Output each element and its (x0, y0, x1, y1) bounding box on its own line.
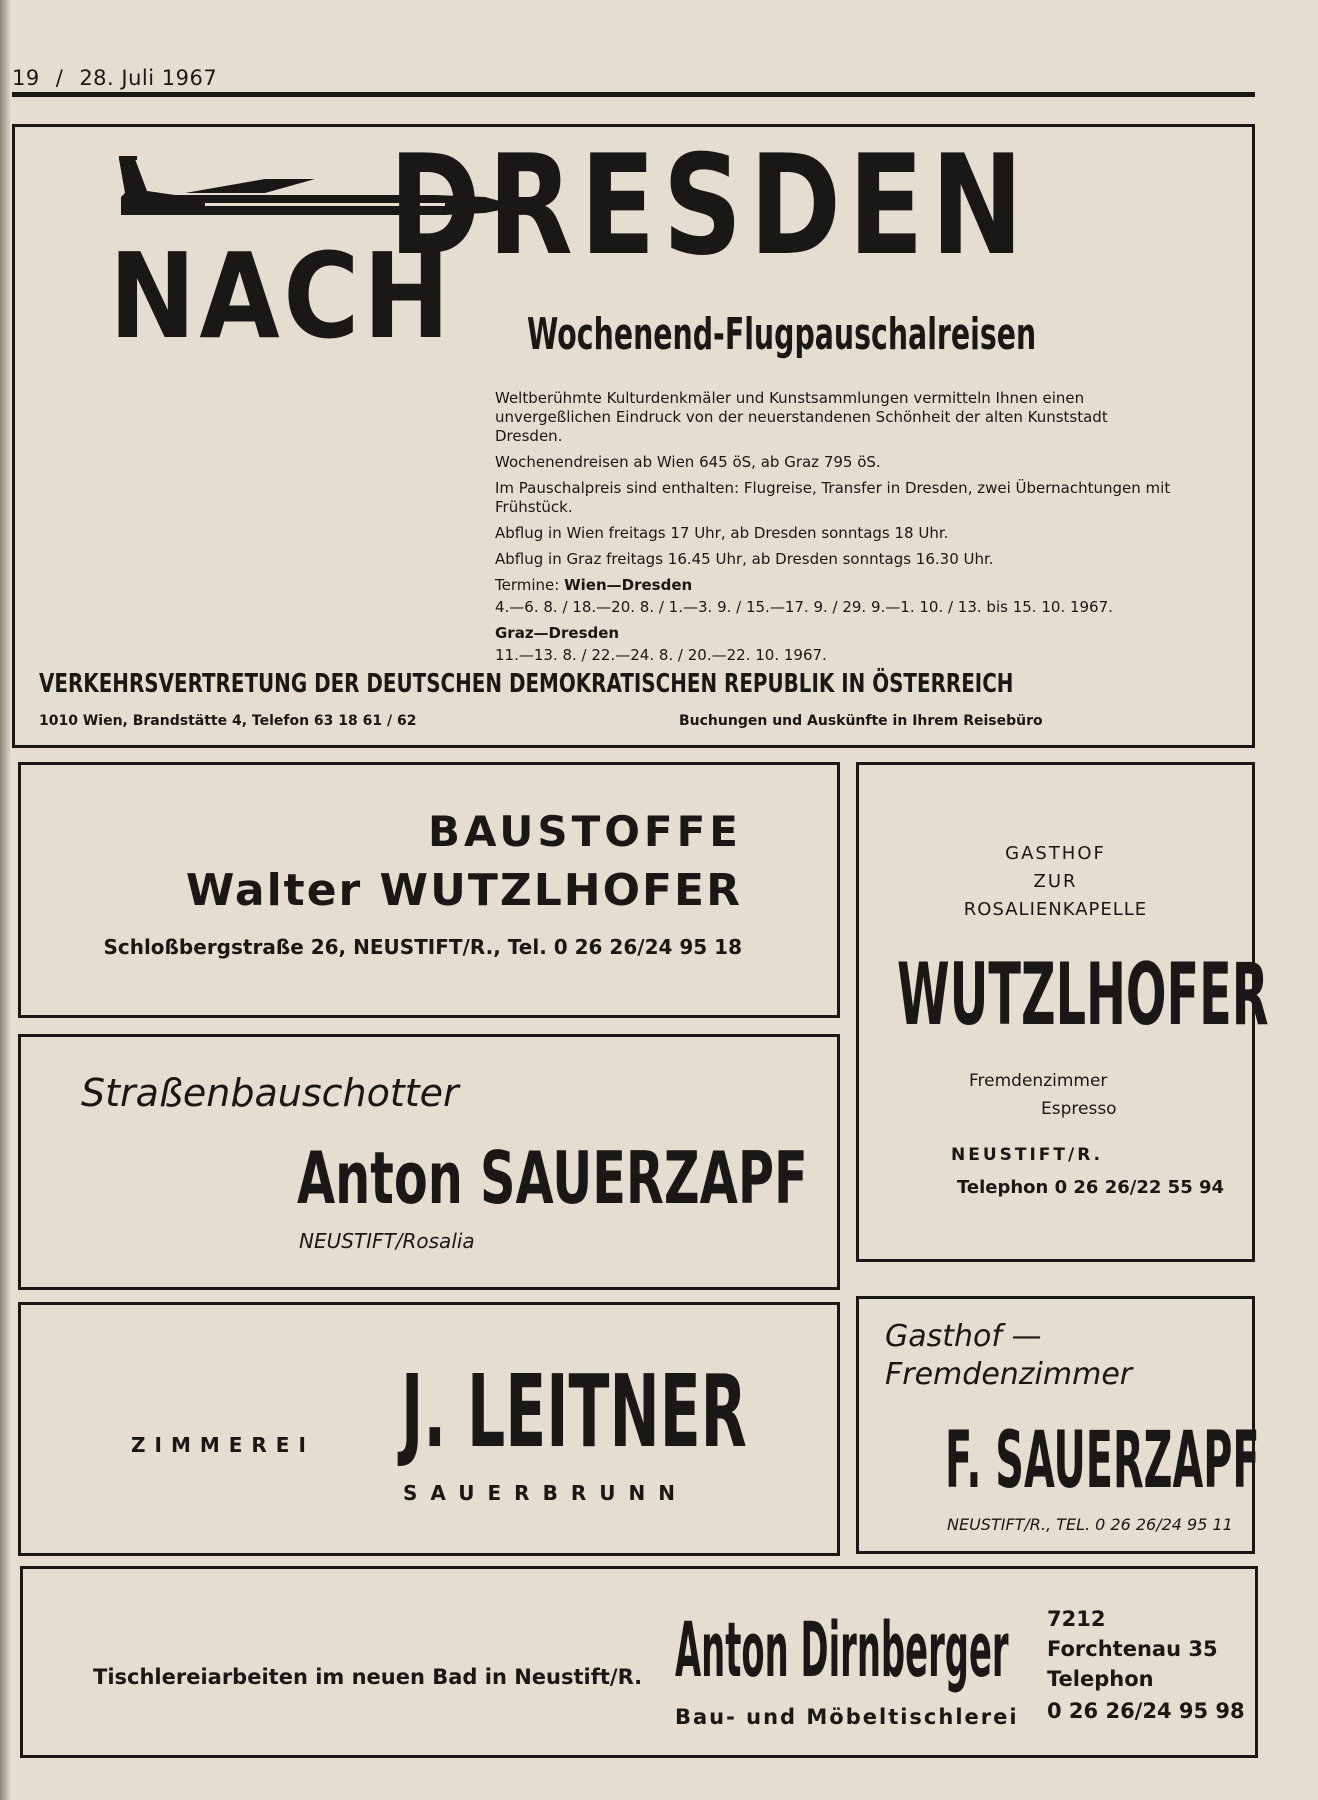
gasthof-service: Espresso (1041, 1099, 1117, 1119)
schotter-place: NEUSTIFT/Rosalia (299, 1229, 475, 1253)
fsauerzapf-ad (856, 1296, 1260, 1554)
page-number: 19 (12, 66, 40, 90)
dresden-paragraph: Abflug in Wien freitags 17 Uhr, ab Dresden sonntags 18 Uhr. (495, 524, 949, 542)
nach-headline: NACH (109, 227, 454, 365)
page-header (12, 66, 217, 90)
schotter-title: Straßenbauschotter (81, 1071, 459, 1115)
gasthof-line: ROSALIENKAPELLE (963, 899, 1148, 920)
gasthof-phone: Telephon 0 26 26/22 55 94 (957, 1177, 1225, 1198)
fsauerzapf-name: F. SAUERZAPF (945, 1416, 1260, 1506)
termine-dates: 4.—6. 8. / 18.—20. 8. / 1.—3. 9. / 15.—17. 9. / 29. 9.—1. 10. / 13. bis 15. 10. 1967. (495, 598, 1113, 616)
gasthof-name: WUTZLHOFER (897, 945, 1269, 1045)
fsauerzapf-line: Gasthof — (885, 1319, 1042, 1354)
leitner-place: SAUERBRUNN (403, 1481, 688, 1505)
leitner-name: J. LEITNER (401, 1353, 747, 1470)
dirnberger-phone: 0 26 26/24 95 98 (1047, 1699, 1245, 1723)
dresden-paragraph: Abflug in Graz freitags 16.45 Uhr, ab Dresden sonntags 16.30 Uhr. (495, 550, 994, 568)
schotter-ad (18, 1034, 840, 1290)
termine-dates: 11.—13. 8. / 22.—24. 8. / 20.—22. 10. 1967. (495, 646, 827, 664)
dirnberger-ad (20, 1566, 1258, 1758)
header-separator: / (55, 66, 64, 90)
dirnberger-trade: Bau- und Möbeltischlerei (675, 1705, 1019, 1729)
dresden-headline: DRESDEN (389, 125, 1031, 286)
dirnberger-postcode: 7212 (1047, 1607, 1106, 1631)
gasthof-line: ZUR (1033, 871, 1078, 892)
dirnberger-phone-label: Telephon (1047, 1667, 1154, 1691)
fsauerzapf-contact: NEUSTIFT/R., TEL. 0 26 26/24 95 11 (947, 1515, 1233, 1534)
schotter-name: Anton SAUERZAPF (297, 1136, 808, 1220)
termine-route: Graz—Dresden (495, 624, 620, 642)
leitner-ad (18, 1302, 840, 1556)
page-date: 28. Juli 1967 (79, 66, 218, 90)
baustoffe-name: Walter WUTZLHOFER (185, 865, 742, 916)
header-rule (12, 92, 1255, 97)
dresden-ad (12, 124, 1255, 748)
dirnberger-street: Forchtenau 35 (1047, 1637, 1218, 1661)
fsauerzapf-line: Fremdenzimmer (885, 1357, 1133, 1392)
dirnberger-left-text: Tischlereiarbeiten im neuen Bad in Neustift/R. (93, 1665, 643, 1689)
termine-route: Wien—Dresden (564, 576, 693, 594)
gasthof-service: Fremdenzimmer (969, 1071, 1108, 1091)
dresden-paragraph: Wochenendreisen ab Wien 645 öS, ab Graz 795 öS. (495, 453, 881, 471)
dresden-subtitle: Wochenend-Flugpauschalreisen (527, 309, 1037, 360)
dresden-description (495, 389, 1175, 672)
dresden-organization: VERKEHRSVERTRETUNG DER DEUTSCHEN DEMOKRATISCHEN REPUBLIK IN ÖSTERREICH (39, 669, 1014, 699)
baustoffe-address: Schloßbergstraße 26, NEUSTIFT/R., Tel. 0 26 26/24 95 18 (103, 935, 742, 959)
dresden-paragraph: Weltberühmte Kulturdenkmäler und Kunstsammlungen vermitteln Ihnen einen unvergeßlichen Eindruck von der neuerstandenen Schönheit der alten Kunststadt Dresden. (495, 389, 1108, 445)
termine-label: Termine: (495, 576, 565, 594)
dresden-paragraph: Im Pauschalpreis sind enthalten: Flugreise, Transfer in Dresden, zwei Übernachtungen mit Frühstück. (495, 479, 1171, 516)
gasthof-line: GASTHOF (1005, 843, 1106, 864)
baustoffe-ad (18, 762, 840, 1018)
dresden-address: 1010 Wien, Brandstätte 4, Telefon 63 18 61 / 62 (39, 713, 417, 729)
gasthof-place: NEUSTIFT/R. (951, 1145, 1104, 1165)
dresden-booking: Buchungen und Auskünfte in Ihrem Reisebüro (679, 713, 1043, 729)
page-spine-shadow (0, 0, 10, 1800)
baustoffe-title: BAUSTOFFE (427, 807, 742, 856)
dirnberger-name: Anton Dirnberger (675, 1605, 1009, 1694)
leitner-trade: ZIMMEREI (131, 1433, 315, 1457)
